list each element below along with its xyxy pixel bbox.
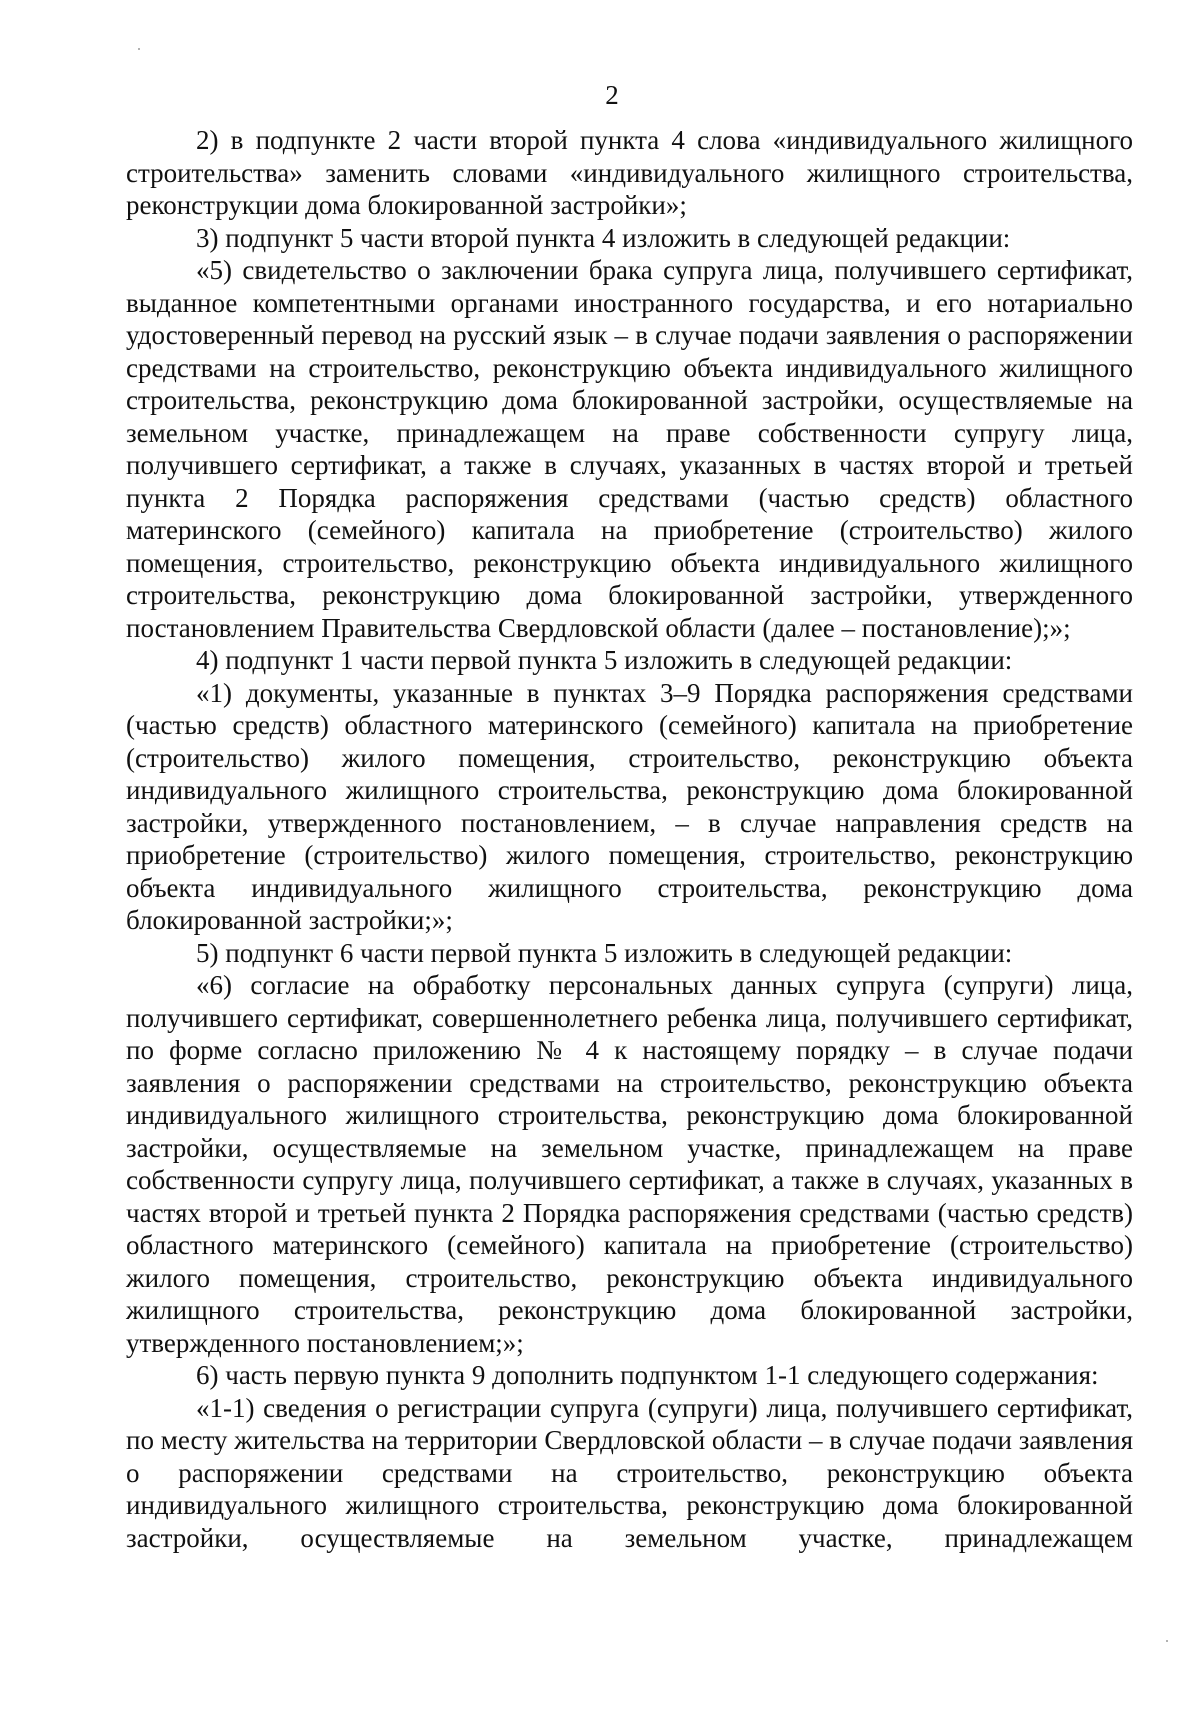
paragraph-item-6: 6) часть первую пункта 9 дополнить подпунктом 1-1 следующего содержания: [196,1360,1099,1390]
document-body [126,124,1133,1554]
paragraph-item-2: 2) в подпункте 2 части второй пункта 4 слова «индивидуального жилищного строительства» заменить словами «индивидуального жилищного строительства, реконструкции дома блокированной застройки»; [126,125,1133,220]
paragraph-quote-subitem-5: «5) свидетельство о заключении брака супруга лица, получившего сертификат, выданное компетентными органами иностранного государства, и его нотариально удостоверенный перевод на русский язык – в случае подачи заявления о распоряжении средствами на строительство, реконструкцию объекта индивидуального жилищного строительства, реконструкцию дома блокированной застройки, осуществляемые на земельном участке, принадлежащем на праве собственности супругу лица, получившего сертификат, а также в случаях, указанных в частях второй и третьей пункта 2 Порядка распоряжения средствами (частью средств) областного материнского (семейного) капитала на приобретение (строительство) жилого помещения, строительство, реконструкцию объекта индивидуального жилищного строительства, реконструкцию дома блокированной застройки, утвержденного постановлением Правительства Свердловской области (далее – постановление);»; [126,255,1133,643]
paragraph-quote-subitem-1-1: «1-1) сведения о регистрации супруга (супруги) лица, получившего сертификат, по месту жительства на территории Свердловской области – в случае подачи заявления о распоряжении средствами на строительство, реконструкцию объекта индивидуального жилищного строительства, реконструкцию дома блокированной застройки, осуществляемые на земельном участке, принадлежащем [126,1392,1133,1553]
paragraph-item-3: 3) подпункт 5 части второй пункта 4 изложить в следующей редакции: [196,222,1011,253]
paragraph-quote-subitem-6: «6) согласие на обработку персональных данных супруга (супруги) лица, получившего сертификат, совершеннолетнего ребенка лица, получившего сертификат, по форме согласно приложению № 4 к настоящему порядку – в случае подачи заявления о распоряжении средствами на строительство, реконструкцию объекта индивидуального жилищного строительства, реконструкцию дома блокированной застройки, осуществляемые на земельном участке, принадлежащем на праве собственности супругу лица, получившего сертификат, а также в случаях, указанных в частях второй и третьей пункта 2 Порядка распоряжения средствами (частью средств) областного материнского (семейного) капитала на приобретение (строительство) жилого помещения, строительство, реконструкцию объекта индивидуального жилищного строительства, реконструкцию дома блокированной застройки, утвержденного постановлением;»; [126,970,1133,1358]
page-number: 2 [605,80,619,110]
scan-speck [1166,1640,1168,1642]
paragraph-item-4: 4) подпункт 1 части первой пункта 5 изложить в следующей редакции: [196,645,1013,675]
paragraph-item-5: 5) подпункт 6 части первой пункта 5 изложить в следующей редакции: [196,937,1013,968]
scan-speck [138,48,140,50]
paragraph-quote-subitem-1: «1) документы, указанные в пунктах 3–9 Порядка распоряжения средствами (частью средств) областного материнского (семейного) капитала на приобретение (строительство) жилого помещения, строительство, реконструкцию объекта индивидуального жилищного строительства, реконструкцию дома блокированной застройки, утвержденного постановлением, – в случае направления средств на приобретение (строительство) жилого помещения, строительство, реконструкцию объекта индивидуального жилищного строительства, реконструкцию дома блокированной застройки;»; [126,677,1133,935]
